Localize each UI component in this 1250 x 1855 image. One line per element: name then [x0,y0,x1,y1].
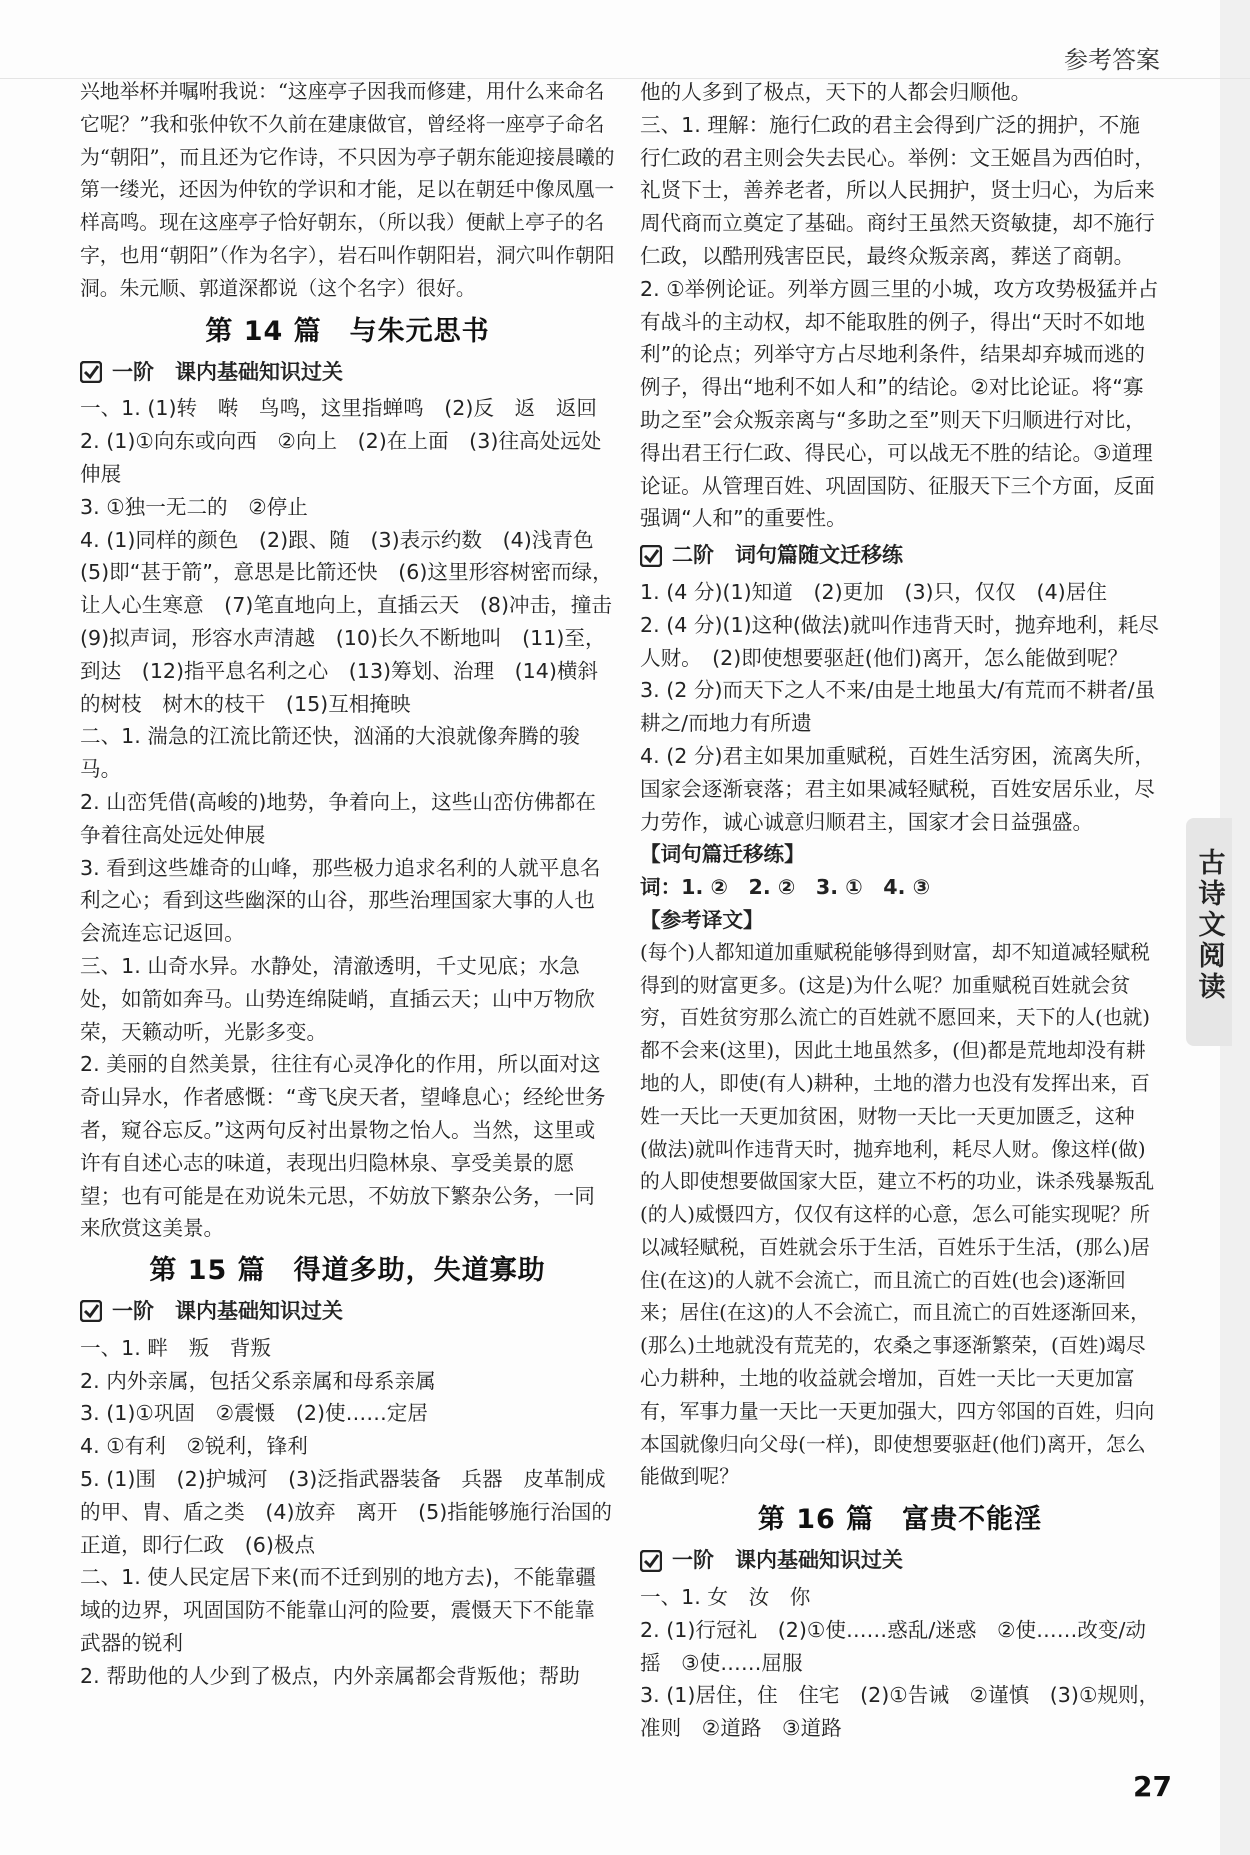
answer-item: 3. 看到这些雄奇的山峰，那些极力追求名利的人就平息名利之心；看到这些幽深的山谷，那些治理国家大事的人也会流连忘记返回。 [80,855,601,946]
chapter-14-title: 第 14 篇 与朱元思书 [205,315,490,347]
section-heading [640,1544,1160,1577]
section-heading-text: 二阶 词句篇随文迁移练 [672,543,903,568]
section-heading [640,539,1160,572]
answer-item: 1. (4 分)(1)知道 (2)更加 (3)只，仅仅 (4)居住 [640,579,1107,604]
checkbox-icon [640,1550,662,1572]
transfer-practice-label: 【词句篇迁移练】 [640,842,805,867]
answer-item: 词：1. ② 2. ② 3. ① 4. ③ [640,875,931,900]
answer-item: 二、1. 湍急的江流比箭还快，汹涌的大浪就像奔腾的骏马。 [80,724,580,782]
checkbox-icon [80,1300,102,1322]
answer-item: 2. 帮助他的人少到了极点，内外亲属都会背叛他；帮助 [80,1663,580,1688]
section-heading [80,1295,615,1328]
page-header: 参考答案 [1064,46,1160,74]
page-number: 27 [1133,1770,1172,1803]
answer-item: 2. 内外亲属，包括父系亲属和母系亲属 [80,1368,436,1393]
answer-item: 2. 山峦凭借(高峻的)地势，争着向上，这些山峦仿佛都在争着往高处远处伸展 [80,789,596,847]
left-column [80,76,633,1693]
answer-item: 一、1. 女 汝 你 [640,1585,811,1610]
answer-item: 三、1. 理解：施行仁政的君主会得到广泛的拥护，不施行仁政的君主则会失去民心。举例：文王姬昌为西伯时，礼贤下士，善养老者，所以人民拥护，贤士归心，为后来周代商而立奠定了基础。商纣王虽然天资敏捷，却不施行仁政，以酷刑残害臣民，最终众叛亲离，葬送了商朝。 [640,112,1155,268]
chapter-16-title: 第 16 篇 富贵不能淫 [757,1504,1043,1536]
answer-item: 2. (4 分)(1)这种(做法)就叫作违背天时，抛弃地利，耗尽人财。 (2)即使想要驱赶(他们)离开，怎么能做到呢？ [640,612,1160,670]
reference-translation: (每个)人都知道加重赋税能够得到财富，却不知道减轻赋税得到的财富更多。(这是)为什么呢？加重赋税百姓就会贫穷，百姓贫穷那么流亡的百姓就不愿回来，天下的人(也就)都不会来(这里)，因此土地虽然多，(但)都是荒地却没有耕地的人，即使(有人)耕种，土地的潜力也没有发挥出来，百姓一天比一天更加贫困，财物一天比一天更加匮乏，这种(做法)就叫作违背天时，抛弃地利，耗尽人财。像这样(做)的人即使想要做国家大臣，建立不朽的功业，诛杀残暴叛乱(的人)威慑四方，仅仅有这样的心意，怎么可能实现呢？所以减轻赋税，百姓就会乐于生活，百姓乐于生活，(那么)居住(在这)的人就不会流亡，而且流亡的百姓(也会)逐渐回来；居住(在这)的人不会流亡，而且流亡的百姓逐渐回来，(那么)土地就没有荒芜的，农桑之事逐渐繁荣，(百姓)竭尽心力耕种，土地的收益就会增加，百姓一天比一天更加富有，军事力量一天比一天更加强大，四方邻国的百姓，归向本国就像归向父母(一样)，即使想要驱赶(他们)离开，怎么能做到呢？ [640,940,1155,1489]
section-heading-text: 一阶 课内基础知识过关 [112,1299,343,1324]
answer-item: 三、1. 山奇水异。水静处，清澈透明，千丈见底；水急处，如箭如奔马。山势连绵陡峭，直插云天；山中万物欣荣，天籁动听，光影多变。 [80,953,595,1044]
answer-item: 4. (2 分)君主如果加重赋税，百姓生活穷困，流离失所，国家会逐渐衰落；君主如果减轻赋税，百姓安居乐业，尽力劳作，诚心诚意归顺君主，国家才会日益强盛。 [640,743,1155,834]
answer-item: 2. ①举例论证。列举方圆三里的小城，攻方攻势极猛并占有战斗的主动权，却不能取胜的例子，得出“天时不如地利”的论点；列举守方占尽地利条件，结果却弃城而逃的例子，得出“地利不如人和”的结论。②对比论证。将“寡助之至”会众叛亲离与“多助之至”则天下归顺进行对比，得出君王行仁政、得民心，可以战无不胜的结论。③道理论证。从管理百姓、巩固国防、征服天下三个方面，反面强调“人和”的重要性。 [640,276,1159,531]
answer-item: 2. (1)①向东或向西 ②向上 (2)在上面 (3)往高处远处伸展 [80,429,602,486]
answer-item: 2. 美丽的自然美景，往往有心灵净化的作用，所以面对这奇山异水，作者感慨：“鸢飞戾天者，望峰息心；经纶世务者，窥谷忘反。”这两句反衬出景物之怡人。当然，这里或许有自述心志的味道，表现出归隐林泉、享受美景的愿望；也有可能是在劝说朱元思，不妨放下繁杂公务，一同来欣赏这美景。 [80,1052,606,1241]
section-heading [80,356,615,389]
answer-item: 4. ①有利 ②锐利，锋利 [80,1434,308,1459]
checkbox-icon [80,361,102,383]
sidebar-tab [1186,818,1232,1046]
section-heading-text: 一阶 课内基础知识过关 [672,1548,903,1573]
answer-item: 他的人多到了极点，天下的人都会归顺他。 [640,80,1032,104]
answer-item: 二、1. 使人民定居下来(而不迁到别的地方去)，不能靠疆域的边界，巩固国防不能靠山河的险要，震慑天下不能靠武器的锐利 [80,1565,596,1656]
answer-item: 3. (2 分)而天下之人不来/由是土地虽大/有荒而不耕者/虽耕之/而地力有所遗 [640,678,1156,736]
answer-item: 3. (1)①巩固 ②震慑 (2)使……定居 [80,1401,428,1426]
answer-item: 5. (1)围 (2)护城河 (3)泛指武器装备 兵器 皮革制成的甲、胄、盾之类 (4)放弃 离开 (5)指能够施行治国的正道，即行仁政 (6)极点 [80,1467,612,1557]
answer-item: 一、1. 畔 叛 背叛 [80,1335,271,1360]
sidebar-tab-label: 古诗文阅读 [1193,848,1225,1003]
section-heading-text: 一阶 课内基础知识过关 [112,359,343,384]
answer-item: 一、1. (1)转 啭 鸟鸣，这里指蝉鸣 (2)反 返 返回 [80,396,598,421]
right-column [640,76,1160,1745]
answer-item: 3. ①独一无二的 ②停止 [80,494,308,519]
reference-translation-label: 【参考译文】 [640,907,764,932]
chapter-15-title: 第 15 篇 得道多助，失道寡助 [149,1255,546,1287]
answer-item: 3. (1)居住，住 住宅 (2)①告诫 ②谨慎 (3)①规则，准则 ②道路 ③道路 [640,1683,1160,1741]
checkbox-icon [640,545,662,567]
translation-continued: 兴地举杯并嘱咐我说：“这座亭子因我而修建，用什么来命名它呢？”我和张仲钦不久前在建康做官，曾经将一座亭子命名为“朝阳”，而且还为它作诗，不只因为亭子朝东能迎接晨曦的第一缕光，还因为仲钦的学识和才能，足以在朝廷中像凤凰一样高鸣。现在这座亭子恰好朝东，（所以我）便献上亭子的名字，也用“朝阳”（作为名字），岩石叫作朝阳岩，洞穴叫作朝阳洞。朱元顺、郭道深都说（这个名字）很好。 [80,80,615,300]
answer-item: 4. (1)同样的颜色 (2)跟、随 (3)表示约数 (4)浅青色 (5)即“甚于箭”，意思是比箭还快 (6)这里形容树密而绿，让人心生寒意 (7)笔直地向上，直插云天 (8)冲击，撞击 (9)拟声词，形容水声清越 (10)长久不断地叫 (11)至，到达 (12)指平息名利之心 (13)筹划、治理 (14)横斜的树枝 树木的枝干 (15)互相掩映 [80,527,633,716]
answer-item: 2. (1)行冠礼 (2)①使……惑乱/迷惑 ②使……改变/动摇 ③使……屈服 [640,1617,1147,1675]
